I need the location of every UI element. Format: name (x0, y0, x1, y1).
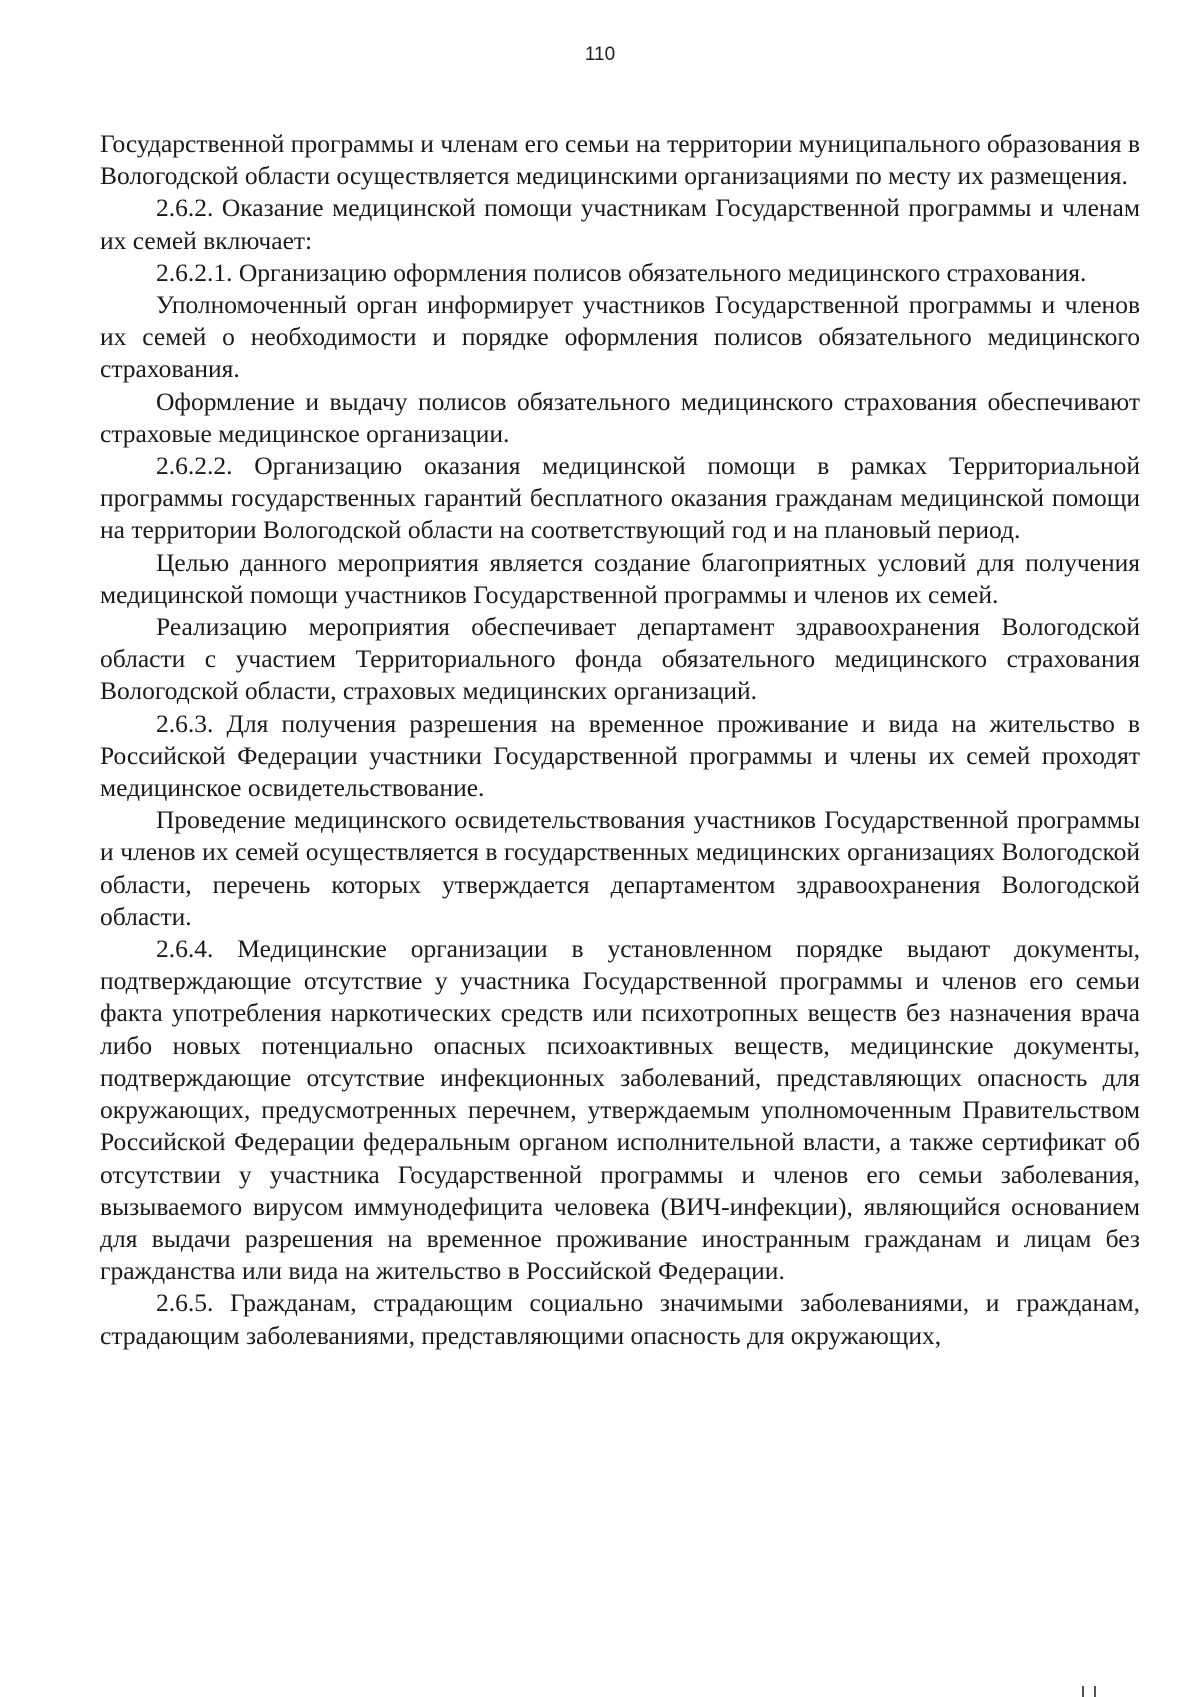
page-number: 110 (584, 44, 616, 65)
paragraph-2-6-4: 2.6.4. Медицинские организации в установленном порядке выдают документы, подтверждающие отсутствие у участника Государственной программы и членов его семьи факта употребления наркотических средств или психотропных веществ без назначения врача либо новых потенциально опасных психоактивных веществ, медицинские документы, подтверждающие отсутствие инфекционных заболеваний, представляющих опасность для окружающих, предусмотренных перечнем, утверждаемым уполномоченным Правительством Российской Федерации федеральным органом исполнительной власти, а также сертификат об отсутствии у участника Государственной программы и членов его семьи заболевания, вызываемого вирусом иммунодефицита человека (ВИЧ-инфекции), являющийся основанием для выдачи разрешения на временное проживание иностранным гражданам и лицам без гражданства или вида на жительство в Российской Федерации. (100, 934, 1140, 1286)
paragraph-2-6-2-1: 2.6.2.1. Организацию оформления полисов обязательного медицинского страхования. (156, 257, 1087, 287)
paragraph-continuation: Государственной программы и членам его семьи на территории муниципального образования в Вологодской области осуществляется медицинскими организациями по месту их размещения. (100, 129, 1140, 191)
paragraph-body: Целью данного мероприятия является создание благоприятных условий для получения медицинской помощи участников Государственной программы и членов их семей. (100, 547, 1140, 609)
paragraph-body: Реализацию мероприятия обеспечивает департамент здравоохранения Вологодской области с участием Территориального фонда обязательного медицинского страхования Вологодской области, страховых медицинских организаций. (100, 612, 1140, 706)
scan-corner-mark (1078, 1685, 1108, 1697)
paragraph-2-6-2: 2.6.2. Оказание медицинской помощи участникам Государственной программы и членам их семей включает: (100, 193, 1140, 255)
paragraph-body: Оформление и выдачу полисов обязательного медицинского страхования обеспечивают страховые медицинское организации. (100, 386, 1140, 448)
document-body (100, 128, 1140, 1352)
paragraph-body: Проведение медицинского освидетельствования участников Государственной программы и членов их семей осуществляется в государственных медицинских организациях Вологодской области, перечень которых утверждается департаментом здравоохранения Вологодской области. (100, 805, 1140, 931)
paragraph-2-6-5: 2.6.5. Гражданам, страдающим социально значимыми заболеваниями, и гражданам, страдающим заболеваниями, представляющими опасность для окружающих, (100, 1288, 1140, 1350)
paragraph-body: Уполномоченный орган информирует участников Государственной программы и членов их семей о необходимости и порядке оформления полисов обязательного медицинского страхования. (100, 290, 1140, 384)
paragraph-2-6-3: 2.6.3. Для получения разрешения на временное проживание и вида на жительство в Российской Федерации участники Государственной программы и члены их семей проходят медицинское освидетельствование. (100, 708, 1140, 803)
paragraph-2-6-2-2: 2.6.2.2. Организацию оказания медицинской помощи в рамках Территориальной программы государственных гарантий бесплатного оказания гражданам медицинской помощи на территории Вологодской области на соответствующий год и на плановый период. (100, 451, 1140, 545)
